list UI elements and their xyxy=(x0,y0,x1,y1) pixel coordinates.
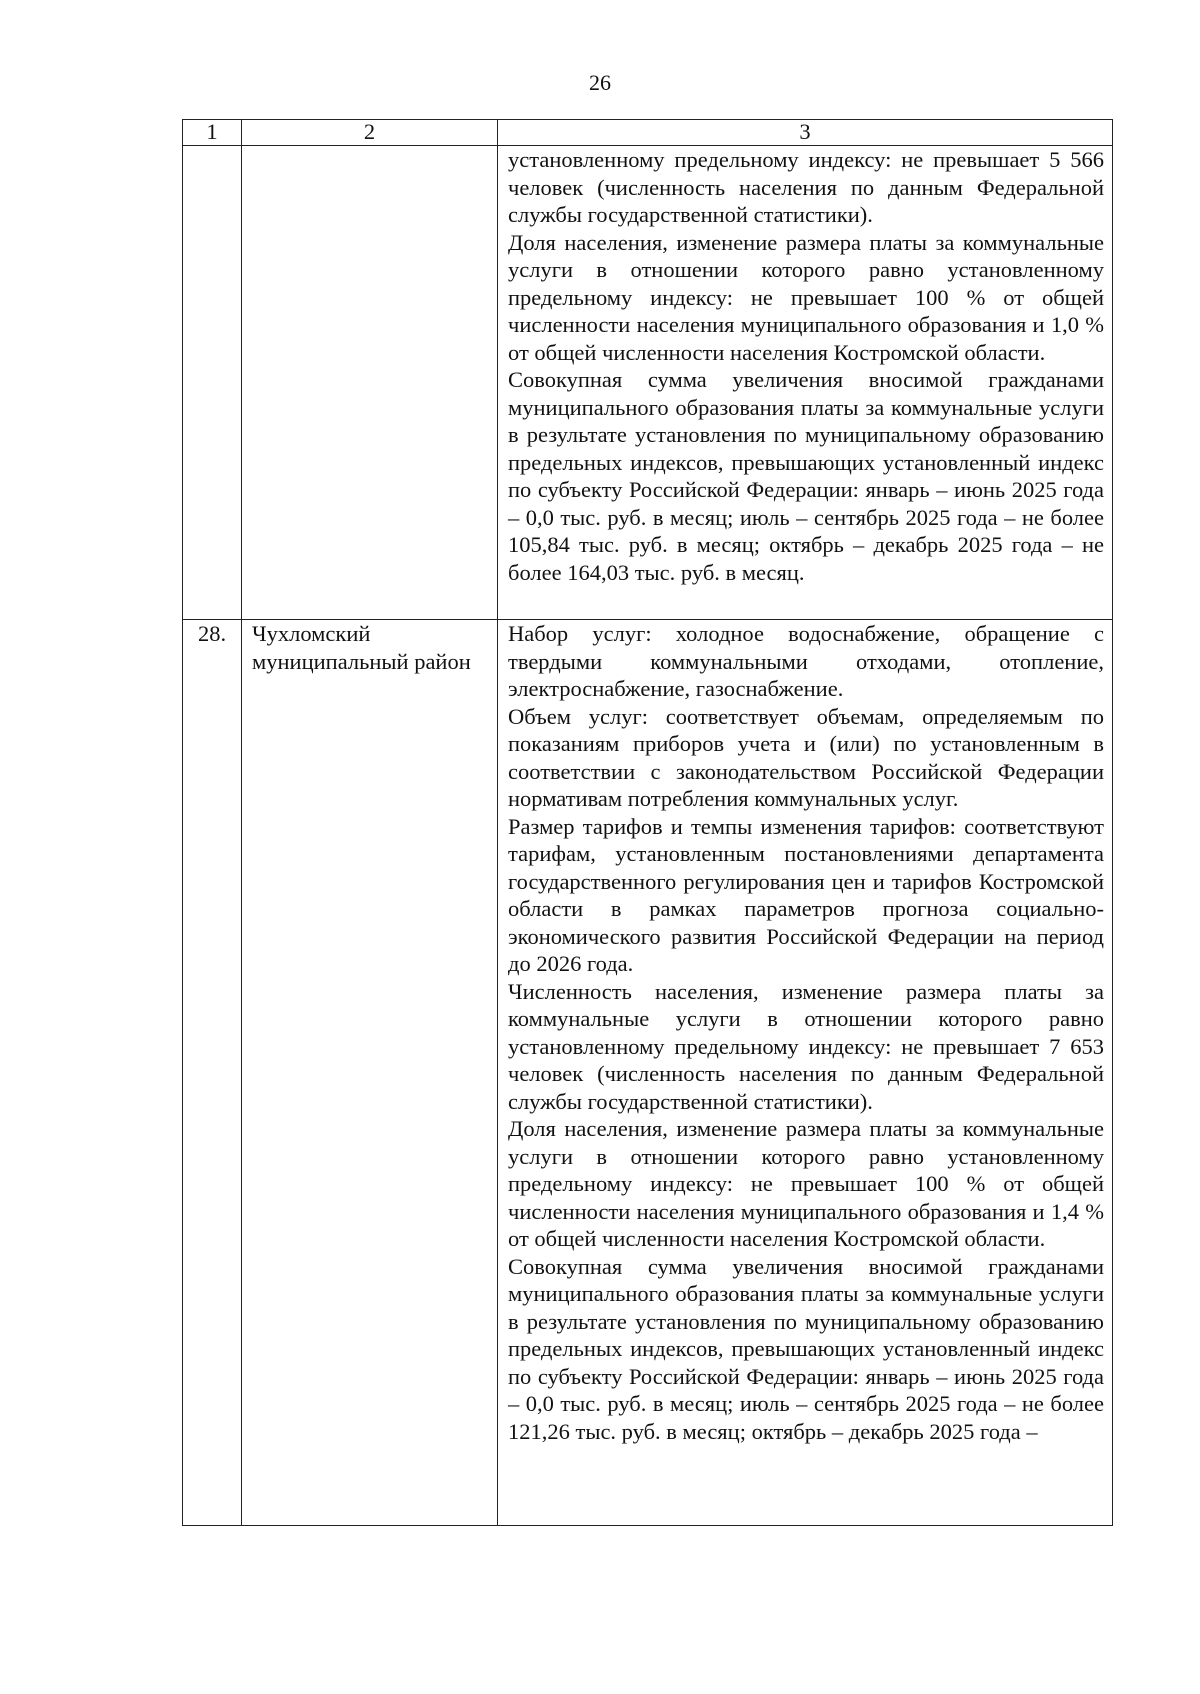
row-number xyxy=(183,146,242,620)
table-row xyxy=(183,620,1113,1526)
row-description xyxy=(498,620,1113,1526)
description-paragraph: Численность населения, изменение размера платы за коммунальные услуги в отношении которого равно установленному предельному индексу: не превышает 7 653 человек (численность населения по данным Федеральной службы государственной статистики). xyxy=(508,978,1104,1114)
column-header-description: 3 xyxy=(498,120,1113,146)
description-paragraph: Набор услуг: холодное водоснабжение, обращение с твердыми коммунальными отходами, отопление, электроснабжение, газоснабжение. xyxy=(508,621,1104,701)
description-paragraph: Доля населения, изменение размера платы за коммунальные услуги в отношении которого равно установленному предельному индексу: не превышает 100 % от общей численности населения муниципального образования и 1,0 % от общей численности населения Костромской области. xyxy=(508,229,1104,365)
column-header-municipality: 2 xyxy=(242,120,498,146)
description-paragraph: Доля населения, изменение размера платы за коммунальные услуги в отношении которого равно установленному предельному индексу: не превышает 100 % от общей численности населения муниципального образования и 1,4 % от общей численности населения Костромской области. xyxy=(508,1116,1104,1251)
column-header-number: 1 xyxy=(183,120,242,146)
municipality-name: Чухломский муниципальный район xyxy=(242,620,498,1526)
municipality-name xyxy=(242,146,498,620)
table-header-row xyxy=(183,120,1113,146)
description-paragraph: установленному предельному индексу: не превышает 5 566 человек (численность населения по данным Федеральной службы государственной статистики). xyxy=(508,147,1104,227)
document-table xyxy=(182,119,1113,1526)
row-description xyxy=(498,146,1113,620)
description-paragraph: Объем услуг: соответствует объемам, определяемым по показаниям приборов учета и (или) по установленным в соответствии с законодательством Российской Федерации нормативам потребления коммунальных услуг. xyxy=(508,703,1104,811)
page-number: 26 xyxy=(589,70,611,95)
description-paragraph: Совокупная сумма увеличения вносимой гражданами муниципального образования платы за коммунальные услуги в результате установления по муниципальному образованию предельных индексов, превышающих установленный индекс по субъекту Российской Федерации: январь – июнь 2025 года – 0,0 тыс. руб. в месяц; июль – сентябрь 2025 года – не более 105,84 тыс. руб. в месяц; октябрь – декабрь 2025 года – не более 164,03 тыс. руб. в месяц. xyxy=(508,367,1104,585)
row-number: 28. xyxy=(183,620,242,1526)
description-paragraph: Совокупная сумма увеличения вносимой гражданами муниципального образования платы за коммунальные услуги в результате установления по муниципальному образованию предельных индексов, превышающих установленный индекс по субъекту Российской Федерации: январь – июнь 2025 года – 0,0 тыс. руб. в месяц; июль – сентябрь 2025 года – не более 121,26 тыс. руб. в месяц; октябрь – декабрь 2025 года – xyxy=(508,1253,1104,1444)
description-paragraph: Размер тарифов и темпы изменения тарифов: соответствуют тарифам, установленным постановлениями департамента государственного регулирования цен и тарифов Костромской области в рамках параметров прогноза социально-экономического развития Российской Федерации на период до 2026 года. xyxy=(508,813,1104,976)
table-row xyxy=(183,146,1113,620)
